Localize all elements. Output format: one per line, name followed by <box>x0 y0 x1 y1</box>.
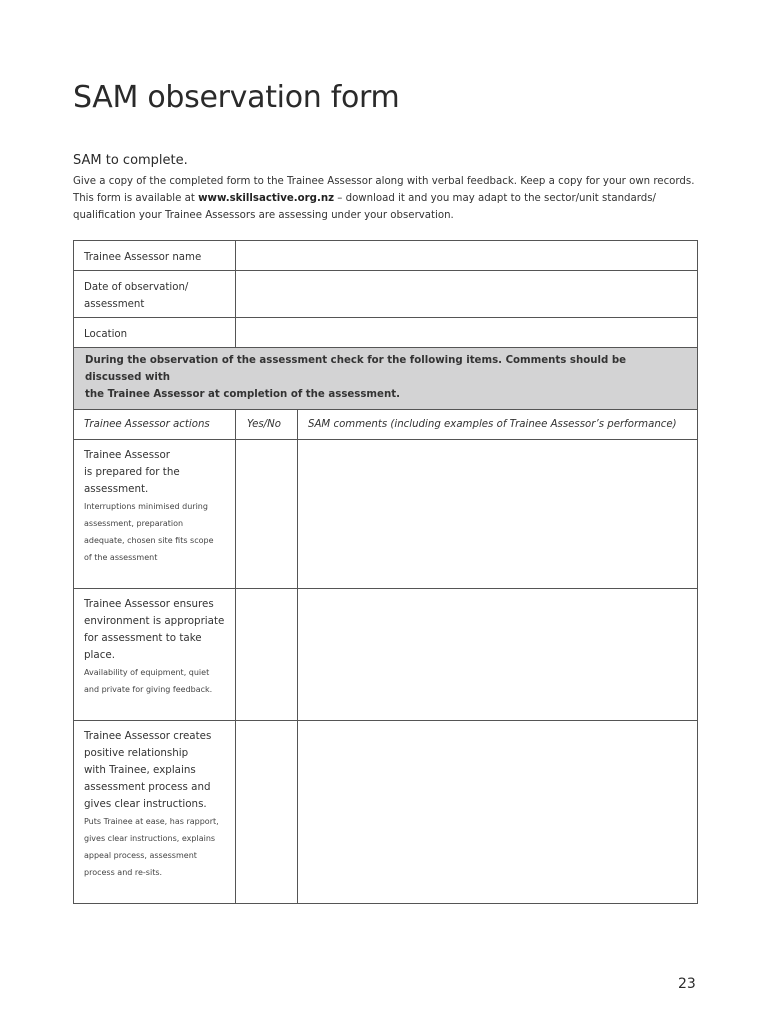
criterion-comment-field[interactable] <box>298 440 698 589</box>
criterion-description <box>74 589 236 721</box>
instructions-banner: During the observation of the assessment check for the following items. Comments should be discussed with the Trainee Assessor at completion of the assessment. <box>74 348 698 410</box>
criterion-note: Availability of equipment, quiet and private for giving feedback. <box>84 668 213 694</box>
criterion-row <box>74 589 698 721</box>
criterion-title: Trainee Assessor ensures environment is appropriate for assessment to take place. <box>84 598 225 661</box>
website-link[interactable]: www.skillsactive.org.nz <box>198 193 335 204</box>
criterion-comment-field[interactable] <box>298 589 698 721</box>
criterion-comment-field[interactable] <box>298 721 698 904</box>
criterion-row <box>74 440 698 589</box>
location-field[interactable] <box>236 318 698 348</box>
page-title: SAM observation form <box>73 80 400 115</box>
observation-date-row <box>74 271 698 318</box>
instructions-line-2-end: – download it and you may adapt to the sector/unit standards/ <box>334 193 656 204</box>
trainee-name-field[interactable] <box>236 241 698 271</box>
criterion-yes-no-field[interactable] <box>236 440 298 589</box>
instructions-banner-row <box>74 348 698 410</box>
instructions-line-2-start: This form is available at <box>73 193 199 204</box>
trainee-name-row <box>74 241 698 271</box>
criterion-note: Interruptions minimised during assessment, preparation adequate, chosen site fits scope of the assessment <box>84 502 214 562</box>
observation-date-label: Date of observation/ assessment <box>74 271 236 318</box>
column-header-yes-no: Yes/No <box>236 410 298 440</box>
location-row <box>74 318 698 348</box>
criterion-row <box>74 721 698 904</box>
column-header-comments: SAM comments (including examples of Trainee Assessor’s performance) <box>298 410 698 440</box>
section-subheading: SAM to complete. <box>73 153 188 168</box>
column-header-row <box>74 410 698 440</box>
column-header-actions: Trainee Assessor actions <box>74 410 236 440</box>
observation-date-field[interactable] <box>236 271 698 318</box>
criterion-title: Trainee Assessor is prepared for the assessment. <box>84 449 180 495</box>
instructions-line-3: qualification your Trainee Assessors are assessing under your observation. <box>73 210 454 221</box>
instructions-paragraph <box>73 173 713 224</box>
instructions-line-1: Give a copy of the completed form to the Trainee Assessor along with verbal feedback. Keep a copy for your own records. <box>73 176 695 187</box>
criterion-yes-no-field[interactable] <box>236 589 298 721</box>
criterion-note: Puts Trainee at ease, has rapport, gives clear instructions, explains appeal process, assessment process and re-sits. <box>84 817 219 877</box>
location-label: Location <box>74 318 236 348</box>
criterion-description <box>74 721 236 904</box>
criterion-description <box>74 440 236 589</box>
criterion-title: Trainee Assessor creates positive relationship with Trainee, explains assessment process and gives clear instructions. <box>84 730 212 810</box>
observation-form-table <box>73 240 698 904</box>
criterion-yes-no-field[interactable] <box>236 721 298 904</box>
trainee-name-label: Trainee Assessor name <box>74 241 236 271</box>
page-number: 23 <box>678 976 696 992</box>
